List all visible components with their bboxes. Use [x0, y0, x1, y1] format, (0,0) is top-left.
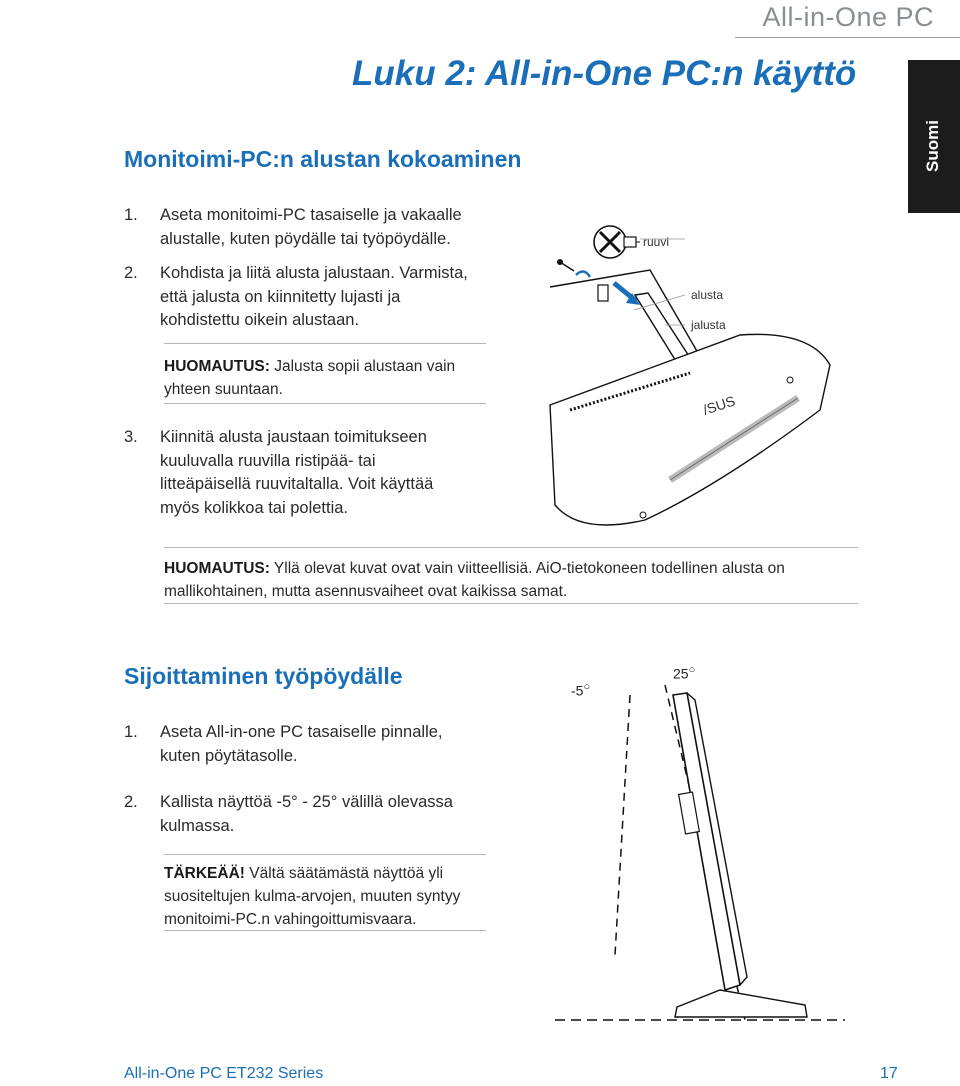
step-3 — [124, 426, 504, 522]
placement-step-2 — [124, 791, 524, 841]
page-number: 17 — [880, 1065, 898, 1082]
svg-text:/SUS: /SUS — [700, 392, 738, 418]
step-1 — [124, 204, 504, 254]
important-text: monitoimi-PC.n vahingoittumisvaara. — [164, 911, 417, 928]
footer-series: All-in-One PC ET232 Series — [124, 1065, 324, 1082]
language-tab — [908, 60, 960, 213]
step-line: Kiinnitä alusta jaustaan toimitukseen — [160, 428, 427, 446]
step-line: että jalusta on kiinnitetty lujasti ja — [160, 287, 401, 306]
header-divider — [735, 37, 960, 38]
figure-label-screw: ruuvi — [643, 235, 670, 249]
note-divider-top — [164, 547, 858, 548]
step-line: myös kolikkoa tai polettia. — [160, 498, 349, 517]
figure-label-base: alusta — [691, 288, 724, 302]
note-stand-orientation — [164, 355, 494, 401]
important-divider-bottom — [164, 930, 486, 931]
step-number: 1. — [124, 723, 138, 741]
step-line: Aseta monitoimi-PC tasaiselle ja vakaalle — [160, 206, 462, 224]
placement-step-1 — [124, 721, 524, 771]
step-line: Kohdista ja liitä alusta jalustaan. Varmista, — [160, 264, 468, 282]
step-line: Aseta All-in-one PC tasaiselle pinnalle, — [160, 723, 443, 741]
note-divider-bottom — [164, 403, 486, 404]
angle-label-negative: -5○ — [571, 681, 591, 699]
stand-assembly-illustration — [540, 215, 840, 535]
step-number: 3. — [124, 428, 138, 446]
important-label: TÄRKEÄÄ! — [164, 865, 245, 882]
important-note — [164, 862, 494, 931]
note-label: HUOMAUTUS: — [164, 358, 270, 375]
note-illustrations — [164, 557, 864, 603]
step-number: 1. — [124, 206, 138, 224]
step-number: 2. — [124, 793, 138, 811]
note-text: yhteen suuntaan. — [164, 381, 283, 398]
note-text: Jalusta sopii alustaan vain — [269, 358, 456, 375]
figure-label-stand: jalusta — [691, 318, 726, 332]
note-label: HUOMAUTUS: — [164, 560, 270, 577]
note-divider-top — [164, 343, 486, 344]
section-title-assembly: Monitoimi-PC:n alustan kokoaminen — [124, 146, 522, 172]
note-divider-bottom — [164, 603, 858, 604]
step-number: 2. — [124, 264, 138, 282]
chapter-title: Luku 2: All-in-One PC:n käyttö — [352, 54, 857, 93]
step-line: kulmassa. — [160, 816, 235, 835]
tilt-angle-illustration — [545, 655, 865, 1035]
step-line: alustalle, kuten pöydälle tai työpöydälle. — [160, 229, 451, 248]
step-line: kuten pöytätasolle. — [160, 746, 298, 765]
note-text: mallikohtainen, mutta asennusvaiheet ovat kaikissa samat. — [164, 583, 568, 600]
step-2 — [124, 262, 504, 334]
step-line: litteäpäisellä ruuvitaltalla. Voit käyttää — [160, 475, 434, 493]
angle-label-positive: 25○ — [673, 664, 696, 682]
step-line: kohdistettu oikein alustaan. — [160, 311, 360, 329]
important-text: Vältä säätämästä näyttöä yli — [244, 865, 444, 882]
section-title-placement: Sijoittaminen työpöydälle — [124, 663, 403, 689]
note-text: Yllä olevat kuvat ovat vain viitteellisiä. AiO-tietokoneen todellinen alusta on — [269, 560, 785, 577]
important-text: suositeltujen kulma-arvojen, muuten syntyy — [164, 888, 461, 905]
important-divider-top — [164, 854, 486, 855]
header-brand: All-in-One PC — [762, 2, 934, 32]
language-tab-label: Suomi — [923, 120, 942, 172]
step-line: kuuluvalla ruuvilla ristipää- tai — [160, 451, 376, 470]
step-line: Kallista näyttöä -5° - 25° välillä olevassa — [160, 793, 453, 811]
